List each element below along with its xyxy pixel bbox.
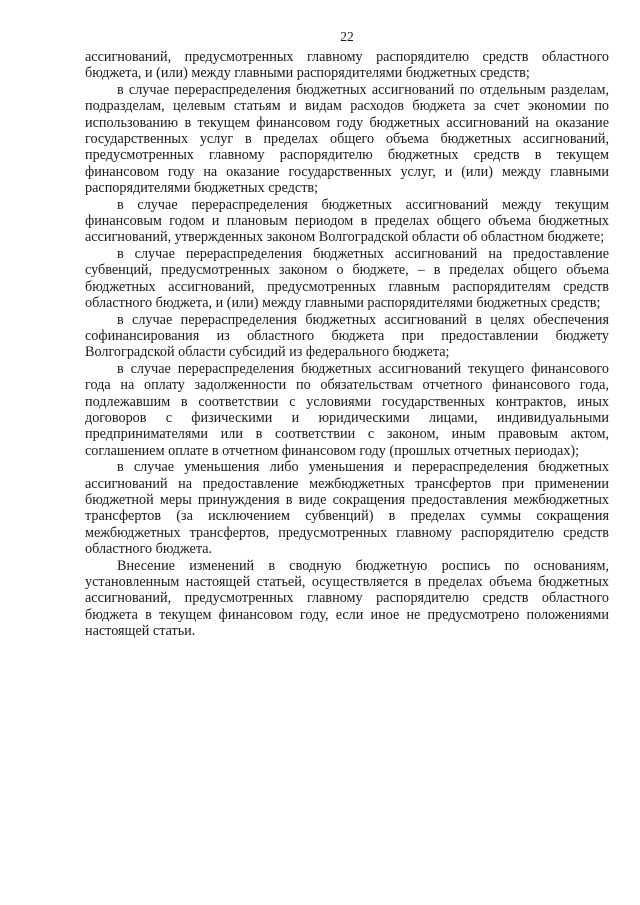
paragraph-4: в случае перераспределения бюджетных ассигнований на предоставление субвенций, предусмотренных законом о бюджете, – в пределах общего объема бюджетных ассигнований, предусмотренных главным распорядителям средств областного бюджета, и (или) между главными распорядителями бюджетных средств; (85, 245, 609, 312)
paragraph-8: Внесение изменений в сводную бюджетную роспись по основаниям, установленным настоящей статьей, осуществляется в пределах объема бюджетных ассигнований, предусмотренных главному распорядителю средств областного бюджета в текущем финансовом году, если иное не предусмотрено положениями настоящей статьи. (85, 557, 609, 640)
paragraph-7: в случае уменьшения либо уменьшения и перераспределения бюджетных ассигнований на предоставление межбюджетных трансфертов при применении бюджетной меры принуждения в виде сокращения предоставления межбюджетных трансфертов (за исключением субвенций) в пределах суммы сокращения межбюджетных трансфертов, предусмотренных главному распорядителю средств областного бюджета. (85, 459, 609, 558)
paragraph-6: в случае перераспределения бюджетных ассигнований текущего финансового года на оплату задолженности по обязательствам отчетного финансового года, подлежавшим в соответствии с условиями государственных контрактов, иных договоров с физическими и юридическими лицами, индивидуальными предпринимателями или в соответствии с законом, иным правовым актом, соглашением оплате в отчетном финансовом году (прошлых отчетных периодах); (85, 360, 609, 459)
paragraph-2: в случае перераспределения бюджетных ассигнований по отдельным разделам, подразделам, целевым статьям и видам расходов бюджета за счет экономии по использованию в текущем финансовом году бюджетных ассигнований на оказание государственных услуг в пределах общего объема бюджетных ассигнований, предусмотренных главному распорядителю бюджетных средств в текущем финансовом году на оказание государственных услуг, и (или) между главными распорядителями бюджетных средств; (85, 81, 609, 197)
paragraph-5: в случае перераспределения бюджетных ассигнований в целях обеспечения софинансирования из областного бюджета при предоставлении бюджету Волгоградской области субсидий из федерального бюджета; (85, 311, 609, 361)
page-number: 22 (340, 29, 354, 44)
paragraph-1-continuation: ассигнований, предусмотренных главному распорядителю средств областного бюджета, и (или) между главными распорядителями бюджетных средств; (85, 49, 609, 82)
document-body (85, 49, 609, 640)
paragraph-3: в случае перераспределения бюджетных ассигнований между текущим финансовым годом и плановым периодом в пределах общего объема бюджетных ассигнований, утвержденных законом Волгоградской области об областном бюджете; (85, 196, 609, 246)
